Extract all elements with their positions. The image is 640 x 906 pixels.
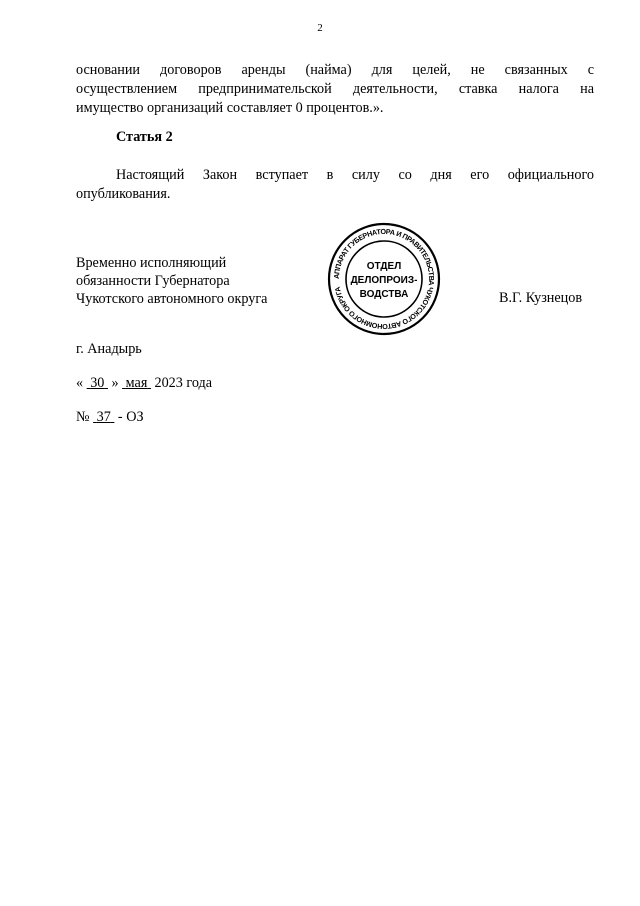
paragraph-entry-into-force — [76, 166, 594, 204]
stamp-center-line: ДЕЛОПРОИЗ- — [350, 275, 418, 286]
law-number-value: 37 — [96, 409, 111, 425]
stamp-center-line: ВОДСТВА — [359, 289, 409, 300]
paragraph-line: основании договоров аренды (найма) для целей, не связанных с — [76, 62, 594, 78]
signatory-position-line: Чукотского автономного округа — [76, 291, 268, 307]
law-number-prefix: № — [76, 409, 90, 425]
paragraph-line: имущество организаций составляет 0 процентов.». — [76, 100, 384, 116]
signatory-position-line: Временно исполняющий — [76, 255, 227, 271]
signatory-name: В.Г. Кузнецов — [499, 290, 583, 306]
date-month: мая — [125, 375, 148, 391]
stamp-graphic — [326, 221, 442, 337]
signatory-position-line: обязанности Губернатора — [76, 273, 230, 289]
paragraph-line: опубликования. — [76, 186, 171, 202]
signing-date — [76, 375, 212, 392]
paragraph-line: осуществлением предпринимательской деятельности, ставка налога на — [76, 81, 594, 97]
article-heading: Статья 2 — [116, 129, 173, 145]
place-of-signing: г. Анадырь — [76, 341, 142, 357]
date-open-quote: « — [76, 375, 84, 391]
law-number — [76, 409, 144, 426]
date-year: 2023 года — [154, 375, 213, 391]
page-number: 2 — [317, 22, 323, 34]
official-stamp — [326, 221, 442, 337]
stamp-ring-text: АППАРАТ ГУБЕРНАТОРА И ПРАВИТЕЛЬСТВА ЧУКОТСКОГО АВТОНОМНОГО ОКРУГА — [331, 226, 437, 332]
law-number-suffix: - ОЗ — [117, 409, 144, 425]
stamp-center-line: ОТДЕЛ — [366, 261, 402, 272]
paragraph-line: Настоящий Закон вступает в силу со дня его официального — [116, 167, 594, 183]
paragraph-tax-rate — [76, 61, 594, 118]
date-day: 30 — [90, 375, 105, 391]
date-close-quote: » — [111, 375, 119, 391]
signatory-position — [76, 254, 267, 308]
